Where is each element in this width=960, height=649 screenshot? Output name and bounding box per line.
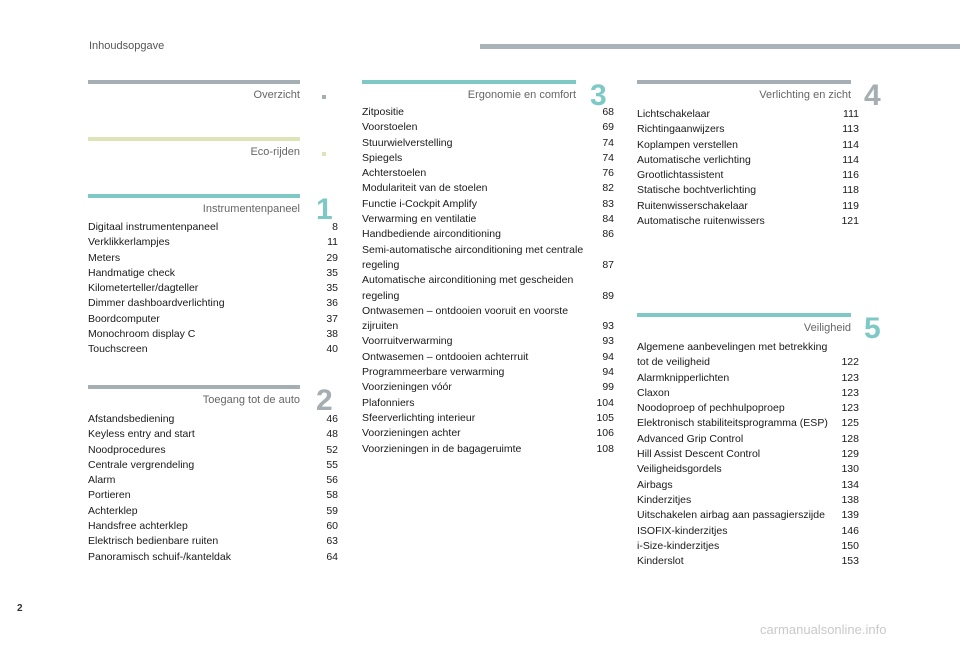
toc-entry[interactable] bbox=[88, 342, 338, 357]
toc-entry-page: 106 bbox=[596, 427, 614, 440]
toc-entry-page: 11 bbox=[327, 236, 338, 249]
toc-entry-page: 69 bbox=[602, 121, 614, 134]
toc-entry-page: 94 bbox=[602, 366, 614, 379]
toc-entry-page: 76 bbox=[602, 167, 614, 180]
toc-entry[interactable] bbox=[88, 427, 338, 442]
toc-entry-label: Veiligheidsgordels bbox=[637, 463, 722, 476]
header-bar bbox=[480, 44, 960, 49]
toc-entry-page: 82 bbox=[602, 182, 614, 195]
toc-entry-page: 114 bbox=[842, 153, 859, 166]
toc-entry-label: Meters bbox=[88, 251, 121, 264]
toc-entry[interactable] bbox=[362, 426, 614, 441]
toc-entry[interactable] bbox=[637, 214, 859, 229]
toc-entry-page: 29 bbox=[326, 251, 338, 264]
toc-entry-page: 37 bbox=[326, 312, 338, 325]
toc-entry[interactable] bbox=[362, 411, 614, 426]
section-bar bbox=[88, 194, 300, 198]
toc-entry[interactable] bbox=[362, 365, 614, 380]
toc-entry-page: 46 bbox=[326, 413, 338, 425]
toc-entry-label: Panoramisch schuif-/kanteldak bbox=[88, 550, 231, 563]
toc-entry-label: Boordcomputer bbox=[88, 312, 160, 325]
section-bar bbox=[88, 137, 300, 141]
toc-entry[interactable] bbox=[362, 227, 614, 242]
toc-entry-page: 114 bbox=[842, 138, 859, 151]
toc-entry[interactable] bbox=[88, 473, 338, 488]
toc-entry[interactable] bbox=[362, 197, 614, 212]
toc-entry-page: 55 bbox=[326, 458, 338, 471]
toc-entry-label: Voorzieningen achter bbox=[362, 427, 461, 440]
section-title: Eco-rijden bbox=[250, 146, 300, 158]
toc-entry[interactable] bbox=[362, 334, 614, 349]
toc-entry-page: 35 bbox=[326, 282, 338, 295]
toc-entry-label: Ontwasemen – ontdooien vooruit en voorste zijruiten bbox=[362, 304, 569, 333]
toc-entry-page: 108 bbox=[596, 442, 614, 455]
header-title: Inhoudsopgave bbox=[89, 40, 165, 52]
toc-entry-page: 63 bbox=[326, 535, 338, 548]
toc-entry-label: Handbediende airconditioning bbox=[362, 228, 501, 241]
toc-entry-label: Richtingaanwijzers bbox=[637, 123, 725, 136]
toc-entry[interactable] bbox=[88, 281, 338, 296]
toc-entry[interactable] bbox=[88, 412, 338, 427]
section-number: 2 bbox=[316, 384, 333, 417]
toc-entry[interactable] bbox=[637, 416, 859, 431]
toc-entry-label: Uitschakelen airbag aan passagierszijde bbox=[637, 509, 825, 522]
toc-entry[interactable] bbox=[637, 554, 859, 569]
toc-entry[interactable] bbox=[362, 181, 614, 196]
toc-entry[interactable] bbox=[362, 243, 614, 274]
toc-entry-label: Automatische verlichting bbox=[637, 153, 751, 166]
section-title: Ergonomie en comfort bbox=[467, 89, 576, 101]
section-bar bbox=[88, 385, 300, 389]
toc-entry[interactable] bbox=[362, 166, 614, 181]
toc-entry-page: 94 bbox=[602, 350, 614, 363]
section-eco-rijden bbox=[88, 137, 300, 167]
toc-entry[interactable] bbox=[362, 120, 614, 135]
toc-entry-page: 35 bbox=[326, 266, 338, 279]
toc-entry-label: Achterklep bbox=[88, 504, 138, 517]
toc-entry-page: 125 bbox=[841, 417, 859, 430]
toc-entry-label: Verwarming en ventilatie bbox=[362, 213, 477, 226]
section-number: 5 bbox=[864, 312, 881, 345]
toc-entry-page: 118 bbox=[842, 184, 859, 197]
toc-entry[interactable] bbox=[88, 504, 338, 519]
toc-entry-label: Modulariteit van de stoelen bbox=[362, 182, 488, 195]
toc-entry-page: 40 bbox=[326, 343, 338, 356]
page-number: 2 bbox=[17, 603, 23, 614]
toc-entry-label: Algemene aanbevelingen met betrekking tot de veiligheid bbox=[637, 341, 828, 369]
toc-entry[interactable] bbox=[362, 396, 614, 411]
toc-entry[interactable] bbox=[88, 235, 338, 250]
toc-entry-label: Elektronisch stabiliteitsprogramma (ESP) bbox=[637, 417, 828, 430]
toc-entry[interactable] bbox=[637, 199, 859, 214]
toc-entry[interactable] bbox=[637, 122, 859, 137]
toc-entry-page: 93 bbox=[602, 335, 614, 348]
toc-entry-label: Statische bochtverlichting bbox=[637, 184, 757, 197]
toc-entry-page: 64 bbox=[326, 550, 338, 563]
toc-entry-page: 87 bbox=[602, 258, 614, 271]
toc-entry-page: 138 bbox=[841, 493, 859, 506]
toc-entry[interactable] bbox=[88, 519, 338, 534]
toc-entry-page: 150 bbox=[841, 539, 859, 552]
toc-entry[interactable] bbox=[362, 136, 614, 151]
toc-entry[interactable] bbox=[88, 312, 338, 327]
toc-entry[interactable] bbox=[88, 266, 338, 281]
toc-entry-label: Plafonniers bbox=[362, 396, 415, 409]
toc-entry[interactable] bbox=[637, 340, 859, 371]
toc-entry[interactable] bbox=[362, 273, 614, 304]
toc-entry-page: 153 bbox=[841, 555, 859, 568]
toc-entry-page: 38 bbox=[326, 328, 338, 341]
toc-entry[interactable] bbox=[637, 153, 859, 168]
toc-entry[interactable] bbox=[88, 220, 338, 235]
section-title: Veiligheid bbox=[803, 322, 851, 334]
toc-entry-page: 128 bbox=[841, 432, 859, 445]
toc-entry-label: Semi-automatische airconditioning met centrale regeling bbox=[362, 243, 584, 271]
toc-entry[interactable] bbox=[637, 508, 859, 523]
toc-entry-page: 93 bbox=[602, 320, 614, 333]
toc-entry[interactable] bbox=[88, 296, 338, 311]
toc-list bbox=[88, 412, 338, 565]
toc-entry-page: 134 bbox=[841, 478, 859, 491]
toc-entry-page: 83 bbox=[602, 197, 614, 210]
toc-entry[interactable] bbox=[88, 550, 338, 565]
toc-entry-label: Voorruitverwarming bbox=[362, 335, 453, 348]
toc-entry-page: 123 bbox=[841, 371, 859, 384]
toc-entry-label: Kilometerteller/dagteller bbox=[88, 282, 199, 295]
section-number: 3 bbox=[590, 79, 607, 112]
toc-entry[interactable] bbox=[362, 380, 614, 395]
toc-entry-page: 86 bbox=[602, 228, 614, 241]
toc-entry-page: 104 bbox=[596, 396, 614, 409]
toc-entry-label: Ruitenwisserschakelaar bbox=[637, 199, 748, 212]
section-instrumentenpaneel bbox=[88, 194, 338, 364]
toc-entry-page: 129 bbox=[841, 448, 859, 461]
toc-entry-label: Handmatige check bbox=[88, 266, 175, 279]
toc-entry-label: Portieren bbox=[88, 489, 131, 502]
toc-entry-label: Automatische ruitenwissers bbox=[637, 215, 765, 228]
section-toegang-tot-de-auto bbox=[88, 385, 338, 575]
section-veiligheid bbox=[637, 312, 881, 573]
toc-entry-label: Voorstoelen bbox=[362, 121, 418, 134]
toc-entry-label: Voorzieningen vóór bbox=[362, 381, 452, 394]
section-ergonomie-en-comfort bbox=[362, 80, 614, 460]
toc-entry-page: 68 bbox=[602, 106, 614, 118]
toc-entry[interactable] bbox=[637, 107, 859, 122]
section-bar bbox=[88, 80, 300, 84]
toc-entry-page: 74 bbox=[602, 151, 614, 164]
toc-entry-label: Programmeerbare verwarming bbox=[362, 366, 505, 379]
toc-entry-label: Lichtschakelaar bbox=[637, 108, 710, 120]
toc-entry[interactable] bbox=[88, 534, 338, 549]
toc-entry-label: Monochroom display C bbox=[88, 328, 196, 341]
section-dot bbox=[322, 152, 326, 156]
toc-entry-label: Dimmer dashboardverlichting bbox=[88, 297, 225, 310]
toc-entry-page: 123 bbox=[841, 386, 859, 399]
toc-entry[interactable] bbox=[637, 401, 859, 416]
toc-entry[interactable] bbox=[637, 539, 859, 554]
toc-entry-label: Centrale vergrendeling bbox=[88, 458, 195, 471]
toc-list bbox=[88, 220, 338, 358]
toc-entry[interactable] bbox=[362, 304, 614, 335]
toc-entry-label: ISOFIX-kinderzitjes bbox=[637, 524, 728, 537]
toc-entry[interactable] bbox=[637, 386, 859, 401]
toc-entry[interactable] bbox=[637, 524, 859, 539]
toc-entry-page: 48 bbox=[326, 428, 338, 441]
toc-entry-label: Advanced Grip Control bbox=[637, 432, 744, 445]
toc-entry[interactable] bbox=[88, 488, 338, 503]
toc-entry-page: 74 bbox=[602, 136, 614, 149]
toc-entry-label: Afstandsbediening bbox=[88, 413, 175, 425]
toc-entry[interactable] bbox=[362, 151, 614, 166]
toc-entry[interactable] bbox=[637, 432, 859, 447]
toc-entry-label: Keyless entry and start bbox=[88, 428, 195, 441]
toc-entry[interactable] bbox=[637, 493, 859, 508]
section-number: 4 bbox=[864, 79, 881, 112]
toc-entry-page: 111 bbox=[843, 108, 859, 120]
toc-entry-page: 58 bbox=[326, 489, 338, 502]
toc-entry-page: 36 bbox=[326, 297, 338, 310]
toc-entry-label: Koplampen verstellen bbox=[637, 138, 738, 151]
toc-entry-page: 59 bbox=[326, 504, 338, 517]
section-overzicht bbox=[88, 80, 300, 110]
toc-entry-label: Sfeerverlichting interieur bbox=[362, 411, 476, 424]
toc-entry-label: Voorzieningen in de bagageruimte bbox=[362, 442, 522, 455]
toc-entry-page: 121 bbox=[841, 215, 859, 228]
section-title: Overzicht bbox=[253, 89, 300, 101]
toc-entry-page: 84 bbox=[602, 213, 614, 226]
section-title: Instrumentenpaneel bbox=[202, 203, 300, 215]
toc-entry-page: 146 bbox=[841, 524, 859, 537]
toc-entry-label: i-Size-kinderzitjes bbox=[637, 539, 720, 552]
toc-entry-page: 122 bbox=[841, 356, 859, 369]
toc-entry-label: Digitaal instrumentenpaneel bbox=[88, 221, 219, 233]
toc-entry[interactable] bbox=[637, 168, 859, 183]
toc-entry-label: Ontwasemen – ontdooien achterruit bbox=[362, 350, 529, 363]
toc-entry[interactable] bbox=[88, 458, 338, 473]
section-title: Toegang tot de auto bbox=[202, 394, 300, 406]
toc-entry-label: Touchscreen bbox=[88, 343, 148, 356]
toc-entry[interactable] bbox=[362, 212, 614, 227]
toc-entry-label: Grootlichtassistent bbox=[637, 169, 724, 182]
toc-list bbox=[637, 107, 859, 229]
section-title: Verlichting en zicht bbox=[759, 89, 851, 101]
toc-entry-page: 105 bbox=[596, 411, 614, 424]
toc-entry[interactable] bbox=[88, 443, 338, 458]
toc-entry-label: Alarmknipperlichten bbox=[637, 371, 730, 384]
toc-entry-label: Airbags bbox=[637, 478, 673, 491]
toc-entry-label: Noodprocedures bbox=[88, 443, 166, 456]
section-dot bbox=[322, 95, 326, 99]
toc-entry-label: Zitpositie bbox=[362, 106, 405, 118]
toc-list bbox=[362, 105, 614, 457]
toc-entry[interactable] bbox=[637, 447, 859, 462]
toc-entry-page: 89 bbox=[602, 289, 614, 302]
toc-entry-label: Achterstoelen bbox=[362, 167, 427, 180]
toc-entry-page: 113 bbox=[842, 123, 859, 136]
toc-entry-page: 139 bbox=[841, 509, 859, 522]
toc-entry-label: Handsfree achterklep bbox=[88, 520, 188, 533]
toc-entry-page: 119 bbox=[842, 199, 859, 212]
section-bar bbox=[637, 80, 851, 84]
toc-entry-label: Verklikkerlampjes bbox=[88, 236, 170, 249]
toc-entry[interactable] bbox=[637, 371, 859, 386]
toc-entry[interactable] bbox=[88, 327, 338, 342]
toc-entry[interactable] bbox=[362, 442, 614, 457]
toc-entry-page: 116 bbox=[842, 169, 859, 182]
toc-entry-page: 56 bbox=[326, 474, 338, 487]
toc-entry-label: Kinderzitjes bbox=[637, 493, 692, 506]
toc-entry-label: Elektrisch bedienbare ruiten bbox=[88, 535, 219, 548]
toc-entry-label: Stuurwielverstelling bbox=[362, 136, 453, 149]
section-bar bbox=[637, 313, 851, 317]
toc-entry[interactable] bbox=[362, 105, 614, 120]
toc-entry[interactable] bbox=[637, 462, 859, 477]
toc-entry-label: Spiegels bbox=[362, 151, 403, 164]
toc-entry-page: 52 bbox=[326, 443, 338, 456]
toc-entry-label: Noodoproep of pechhulpoproep bbox=[637, 402, 785, 415]
toc-entry-page: 99 bbox=[602, 381, 614, 394]
toc-entry[interactable] bbox=[637, 183, 859, 198]
toc-entry[interactable] bbox=[637, 478, 859, 493]
toc-entry-label: Functie i-Cockpit Amplify bbox=[362, 197, 477, 210]
section-bar bbox=[362, 80, 576, 84]
toc-entry[interactable] bbox=[88, 251, 338, 266]
toc-entry-page: 8 bbox=[332, 221, 338, 233]
toc-entry[interactable] bbox=[637, 138, 859, 153]
toc-entry-label: Automatische airconditioning met gescheiden regeling bbox=[362, 274, 574, 302]
toc-entry-label: Alarm bbox=[88, 474, 116, 487]
toc-list bbox=[637, 340, 859, 569]
watermark: carmanualsonline.info bbox=[760, 622, 887, 637]
toc-entry-label: Claxon bbox=[637, 386, 670, 399]
toc-entry-page: 130 bbox=[841, 463, 859, 476]
toc-entry[interactable] bbox=[362, 350, 614, 365]
toc-entry-page: 123 bbox=[841, 402, 859, 415]
toc-entry-label: Hill Assist Descent Control bbox=[637, 448, 761, 461]
section-verlichting-en-zicht bbox=[637, 79, 881, 240]
toc-entry-label: Kinderslot bbox=[637, 555, 684, 568]
toc-entry-page: 60 bbox=[326, 520, 338, 533]
section-number: 1 bbox=[316, 193, 333, 226]
